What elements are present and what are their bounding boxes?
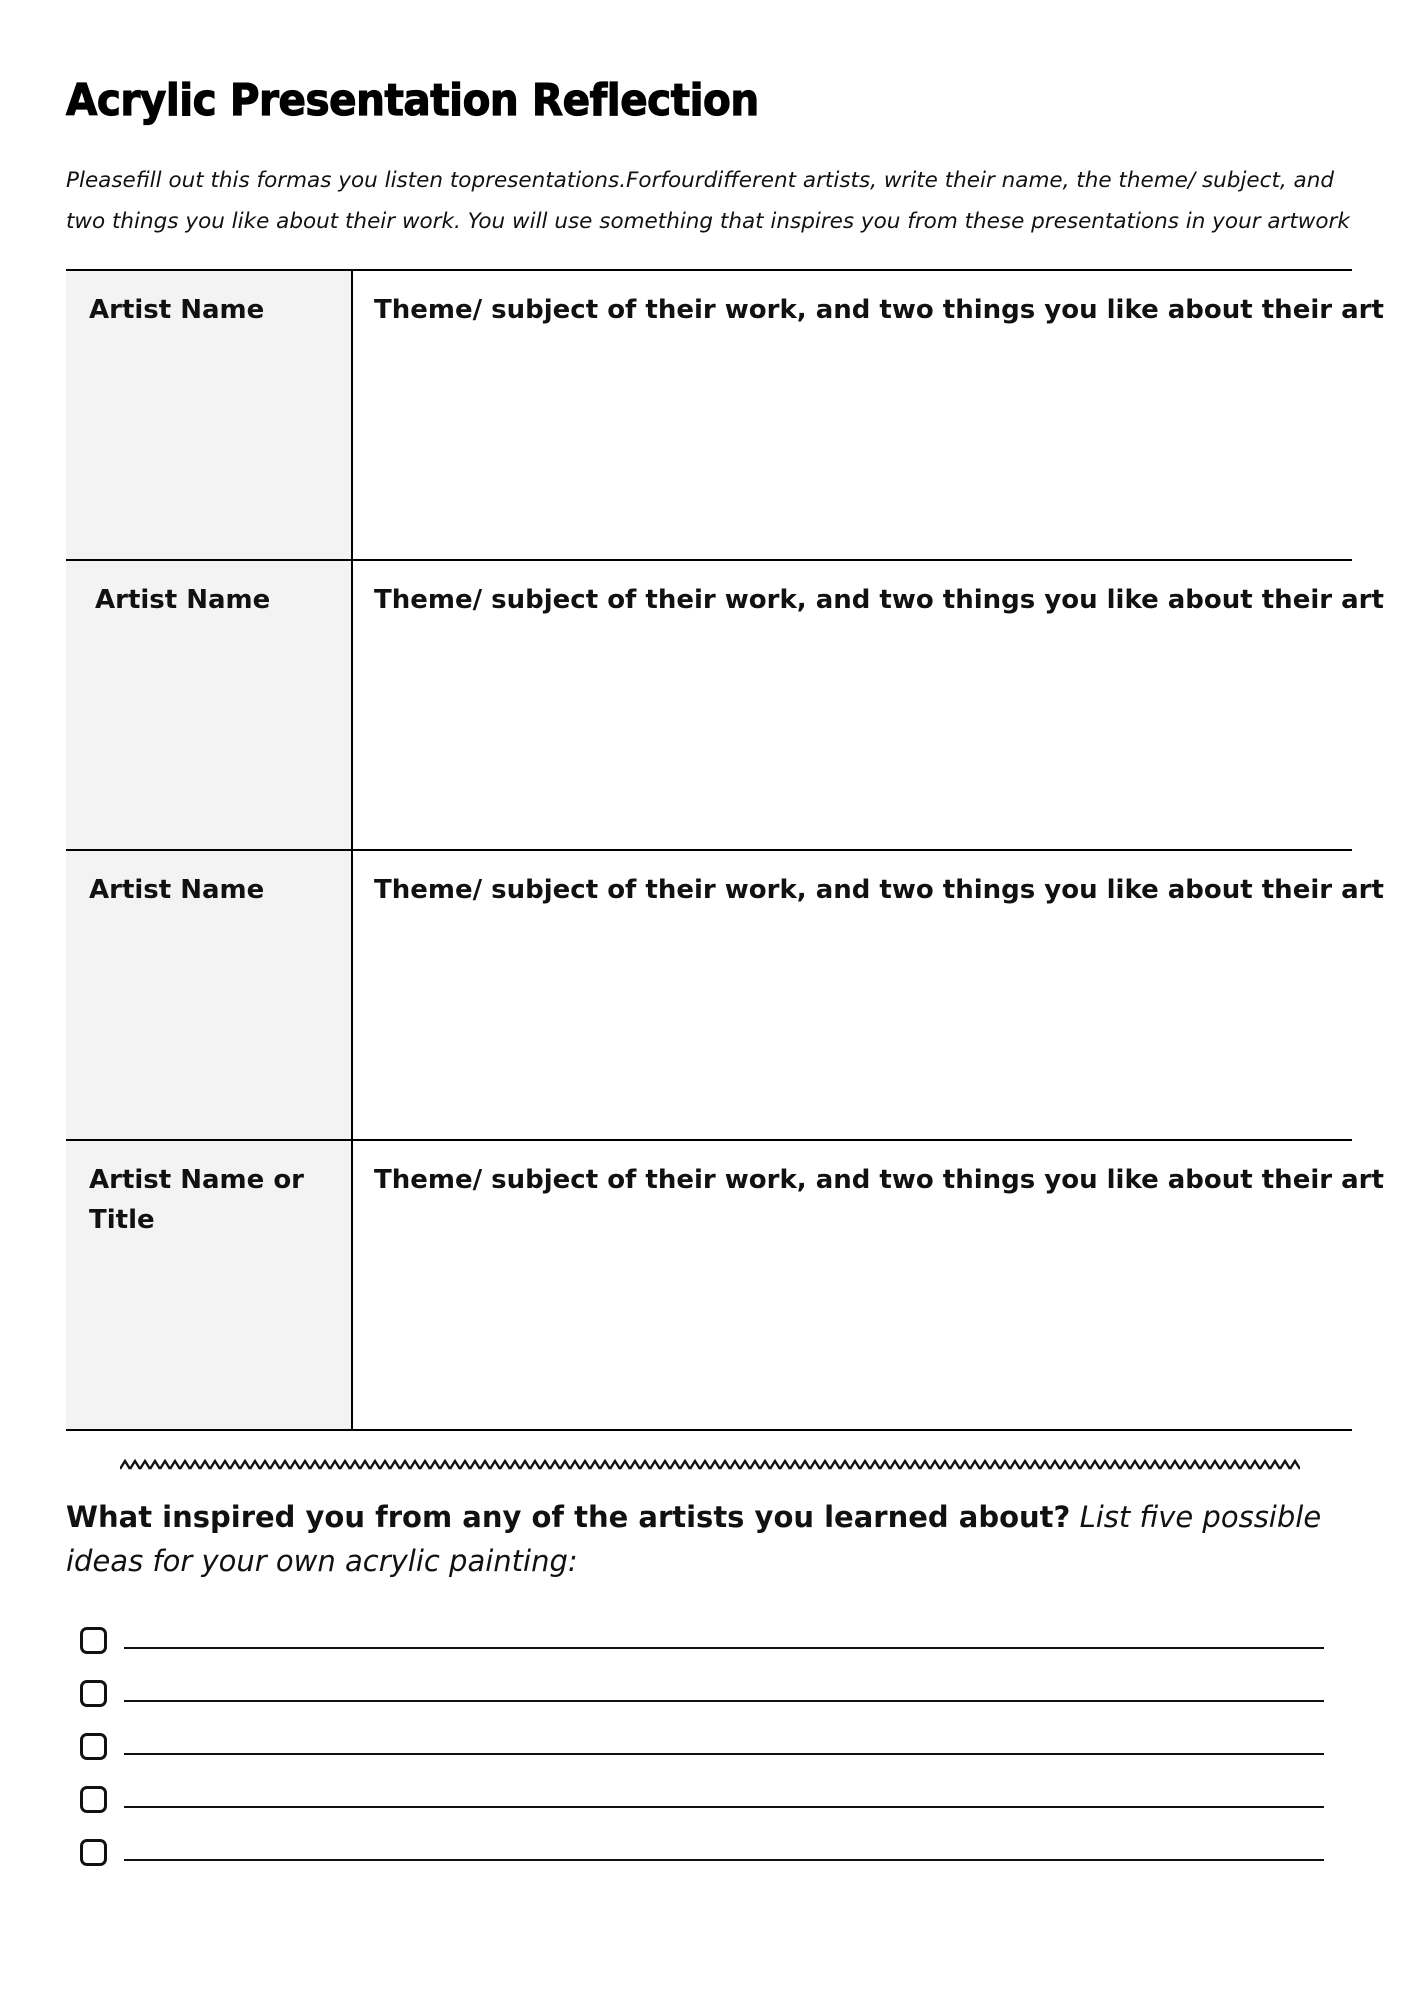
table-row [66, 271, 1384, 561]
idea-item [80, 1733, 1330, 1767]
artist-name-label: Artist Name [89, 875, 265, 905]
page-title: Acrylic Presentation Reflection [66, 75, 759, 126]
idea-checkbox[interactable] [80, 1733, 107, 1760]
artist-name-cell[interactable] [66, 561, 353, 849]
theme-label: Theme/ subject of their work, and two things you like about their art [374, 1165, 1384, 1195]
question-bold-text: What inspired you from any of the artists you learned about? [66, 1500, 1071, 1534]
table-row [66, 561, 1384, 851]
theme-cell[interactable] [353, 1141, 1384, 1429]
theme-label: Theme/ subject of their work, and two things you like about their art [374, 585, 1384, 615]
artist-name-label: Artist Name [89, 295, 265, 325]
theme-cell[interactable] [353, 851, 1384, 1139]
zigzag-divider [120, 1458, 1300, 1472]
idea-checkbox[interactable] [80, 1680, 107, 1707]
artist-name-label: Artist Name [95, 585, 271, 615]
theme-cell[interactable] [353, 271, 1384, 559]
idea-answer-line[interactable] [124, 1700, 1324, 1702]
idea-answer-line[interactable] [124, 1859, 1324, 1861]
artist-name-cell[interactable] [66, 851, 353, 1139]
idea-checkbox[interactable] [80, 1627, 107, 1654]
theme-cell[interactable] [353, 561, 1384, 849]
idea-checkbox[interactable] [80, 1839, 107, 1866]
idea-answer-line[interactable] [124, 1647, 1324, 1649]
idea-answer-line[interactable] [124, 1753, 1324, 1755]
instructions-text: Pleasefill out this formas you listen topresentations.Forfourdifferent artists, write their name, the theme/ subject, and two things you like about their work. You will use something that inspires you from these presentations in your artwork [66, 168, 1350, 234]
theme-label: Theme/ subject of their work, and two things you like about their art [374, 875, 1384, 905]
table-row [66, 851, 1384, 1141]
table-row [66, 1141, 1384, 1431]
inspiration-question [66, 1495, 1366, 1583]
idea-answer-line[interactable] [124, 1806, 1324, 1808]
idea-item [80, 1680, 1330, 1714]
artist-name-label: Artist Name or Title [89, 1165, 305, 1235]
artist-table [66, 269, 1384, 1431]
idea-item [80, 1786, 1330, 1820]
theme-label: Theme/ subject of their work, and two things you like about their art [374, 295, 1384, 325]
idea-checkbox[interactable] [80, 1786, 107, 1813]
artist-name-cell[interactable] [66, 271, 353, 559]
artist-name-cell[interactable] [66, 1141, 353, 1429]
idea-item [80, 1627, 1330, 1661]
idea-item [80, 1839, 1330, 1873]
question-italic-text: List five possible ideas for your own acrylic painting: [66, 1500, 1322, 1578]
